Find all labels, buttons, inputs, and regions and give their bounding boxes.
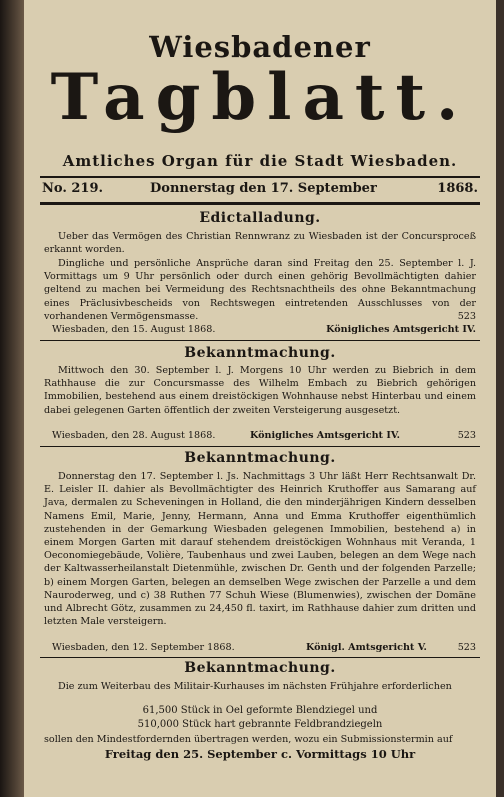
notice-authority: Königliches Amtsgericht IV. [326, 324, 476, 335]
newspaper-page [24, 0, 496, 797]
notice-paragraph: Ueber das Vermögen des Christian Rennwranz zu Wiesbaden ist der Concursproceß erkannt worden. [44, 231, 476, 256]
notice-signature [44, 430, 476, 444]
notice-ref: 523 [457, 311, 476, 322]
notice-signature [44, 324, 476, 338]
rule-separator [40, 657, 480, 658]
notice-paragraph: Dingliche und persönliche Ansprüche daran sind Freitag den 25. September l. J. Vormittags um 9 Uhr persönlich oder durch einen gehörig Bevollmächtigten dahier geltend zu machen bei Vermeidung des Rechtsnachtheils des ohne Bekanntmachung eines Präclusivbescheids von Rechtswegen eintretenden Ausschlusses von der vorhandenen Vermögensmasse. [44, 258, 476, 322]
notice-ref: 523 [457, 642, 476, 653]
page-edge [496, 0, 504, 797]
notice-authority: Königliches Amtsgericht IV. [250, 430, 400, 441]
notice-signature [44, 642, 476, 656]
book-spine [0, 0, 24, 797]
notice-item: 510,000 Stück hart gebrannte Feldbrandziegeln [137, 719, 383, 730]
issue-year: 1868. [437, 181, 478, 196]
masthead-title: Tagblatt. [50, 60, 470, 135]
notice-heading: Edictalladung. [199, 210, 321, 226]
rule-top [40, 176, 480, 178]
notice-authority: Königl. Amtsgericht V. [306, 642, 427, 653]
notice-ref-row [44, 311, 476, 325]
issue-line [42, 181, 478, 201]
notice-heading: Bekanntmachung. [184, 450, 336, 466]
notice-paragraph: Mittwoch den 30. September l. J. Morgens 10 Uhr werden zu Biebrich in dem Rathhause die zur Concursmasse des Wilhelm Embach zu Biebrich gehörigen Immobilien, bestehend aus einem dreistöckigen Wohnhause nebst Hinterbau und einem dabei gelegenen Garten öffentlich der zweiten Versteigerung ausgesetzt. [44, 365, 476, 416]
notice-heading: Bekanntmachung. [184, 345, 336, 361]
notice-place-date: Wiesbaden, den 12. September 1868. [52, 642, 235, 653]
masthead-subtitle: Amtliches Organ für die Stadt Wiesbaden. [62, 152, 458, 170]
notice-place-date: Wiesbaden, den 28. August 1868. [52, 430, 216, 441]
rule-separator [40, 446, 480, 447]
rule-issue-bottom [40, 202, 480, 205]
notice-closing: sollen den Mindestfordernden übertragen werden, wozu ein Submissionstermin auf [44, 734, 453, 745]
masthead-city: Wiesbadener [149, 30, 371, 64]
notice-paragraph: Die zum Weiterbau des Militair-Kurhauses im nächsten Frühjahre erforderlichen [58, 681, 452, 692]
issue-date: Donnerstag den 17. September [150, 181, 377, 196]
rule-separator [40, 340, 480, 341]
notice-deadline: Freitag den 25. September c. Vormittags 10 Uhr [104, 747, 416, 761]
notice-heading: Bekanntmachung. [184, 660, 336, 676]
notice-place-date: Wiesbaden, den 15. August 1868. [52, 324, 216, 335]
issue-number: No. 219. [42, 181, 104, 196]
notice-paragraph: Donnerstag den 17. September l. Js. Nachmittags 3 Uhr läßt Herr Rechtsanwalt Dr. E. Leisler II. dahier als Bevollmächtigter des Heinrich Kruthoffer aus Samarang auf Java, dermalen zu Scheveningen in Holland, die den minderjährigen Kindern desselben Namens Emil, Marie, Jenny, Hermann, Anna und Emma Kruthoffer eigenthümlich zustehenden in der Gemarkung Wiesbaden gelegenen Immobilien, bestehend a) in einem Morgen Garten mit darauf stehendem dreistöckigen Wohnhaus mit Veranda, 1 Oeconomiegebäude, Volière, Taubenhaus und zwei Lauben, belegen an dem Wege nach der Kaltwasserheilanstalt Dietenmühle, zwischen Dr. Genth und der folgenden Parzelle; b) einem Morgen Garten, belegen an demselben Wege zwischen der Parzelle a und dem Nauroderweg, und c) 38 Ruthen 77 Schuh Wiese (Blumenwies), zwischen der Domäne und Albrecht Götz, zusammen zu 24,450 fl. taxirt, im Rathhause dahier zum dritten und letzten Male versteigern. [44, 471, 476, 628]
notice-item: 61,500 Stück in Oel geformte Blendziegel und [142, 705, 378, 716]
notice-ref: 523 [457, 430, 476, 441]
